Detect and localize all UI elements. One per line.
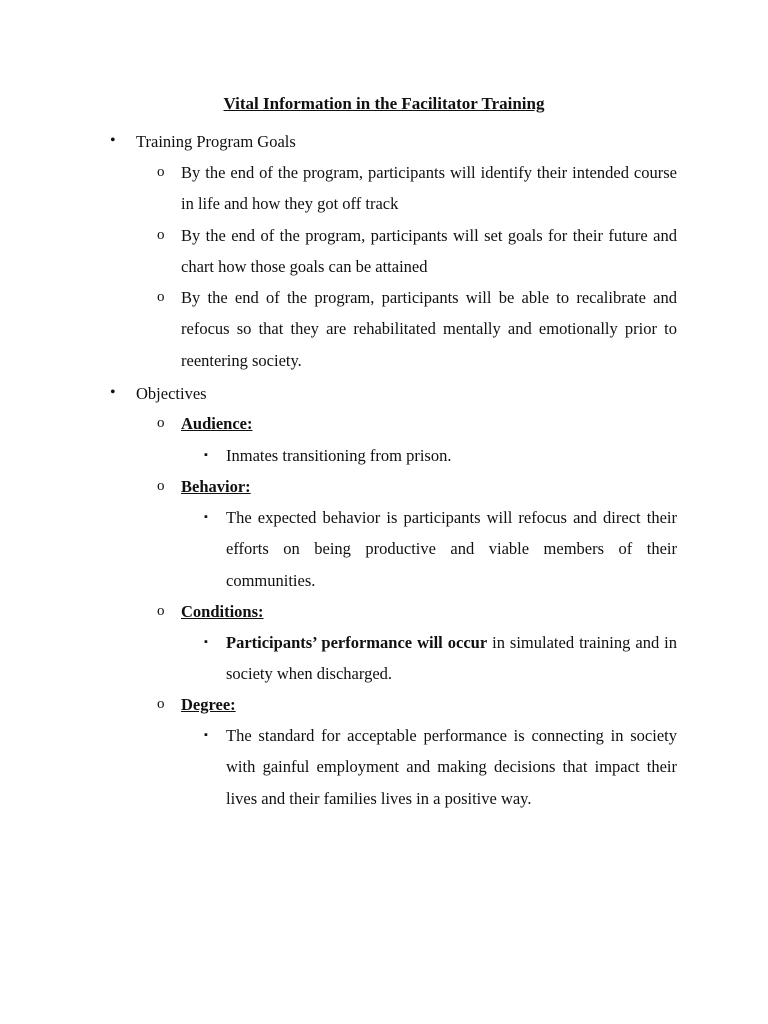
circle-bullet-icon: o [157, 603, 165, 619]
behavior-text: The expected behavior is participants will refocus and direct their efforts on being productive and viable members of their communities. [226, 508, 677, 590]
square-bullet-icon: ▪ [204, 449, 208, 461]
square-bullet-icon: ▪ [204, 729, 208, 741]
degree-detail [204, 720, 677, 814]
behavior-item [157, 471, 677, 502]
conditions-detail [204, 627, 677, 690]
goal-item-2 [157, 220, 677, 283]
behavior-heading: Behavior: [181, 477, 251, 496]
square-bullet-icon: ▪ [204, 511, 208, 523]
goals-label: Training Program Goals [136, 132, 296, 151]
audience-text: Inmates transitioning from prison. [226, 446, 452, 465]
behavior-detail [204, 502, 677, 596]
goal-item-3 [157, 282, 677, 376]
audience-heading: Audience: [181, 414, 253, 433]
bullet-icon: • [110, 132, 116, 149]
conditions-text-block [226, 627, 677, 690]
document-title: Vital Information in the Facilitator Training [223, 94, 545, 113]
circle-bullet-icon: o [157, 164, 165, 180]
goal-text-2: By the end of the program, participants will set goals for their future and chart how those goals can be attained [181, 226, 677, 277]
objectives-label: Objectives [136, 384, 207, 403]
circle-bullet-icon: o [157, 289, 165, 305]
conditions-heading: Conditions: [181, 602, 264, 621]
bullet-icon: • [110, 384, 116, 401]
degree-item [157, 689, 677, 720]
circle-bullet-icon: o [157, 478, 165, 494]
goal-text-3: By the end of the program, participants will be able to recalibrate and refocus so that they are rehabilitated mentally and emotionally prior to reentering society. [181, 288, 677, 370]
degree-heading: Degree: [181, 695, 236, 714]
circle-bullet-icon: o [157, 696, 165, 712]
circle-bullet-icon: o [157, 415, 165, 431]
goal-item-1 [157, 157, 677, 220]
square-bullet-icon: ▪ [204, 636, 208, 648]
audience-detail [204, 440, 677, 471]
conditions-bold-lead: Participants’ performance will occur [226, 633, 488, 652]
goal-text-1: By the end of the program, participants will identify their intended course in life and how they got off track [181, 163, 677, 214]
audience-item [157, 408, 677, 439]
circle-bullet-icon: o [157, 227, 165, 243]
conditions-item [157, 596, 677, 627]
conditions-text: in simulated training and in society when discharged. [226, 633, 678, 684]
degree-text: The standard for acceptable performance is connecting in society with gainful employment and making decisions that impact their lives and their families lives in a positive way. [226, 726, 677, 808]
